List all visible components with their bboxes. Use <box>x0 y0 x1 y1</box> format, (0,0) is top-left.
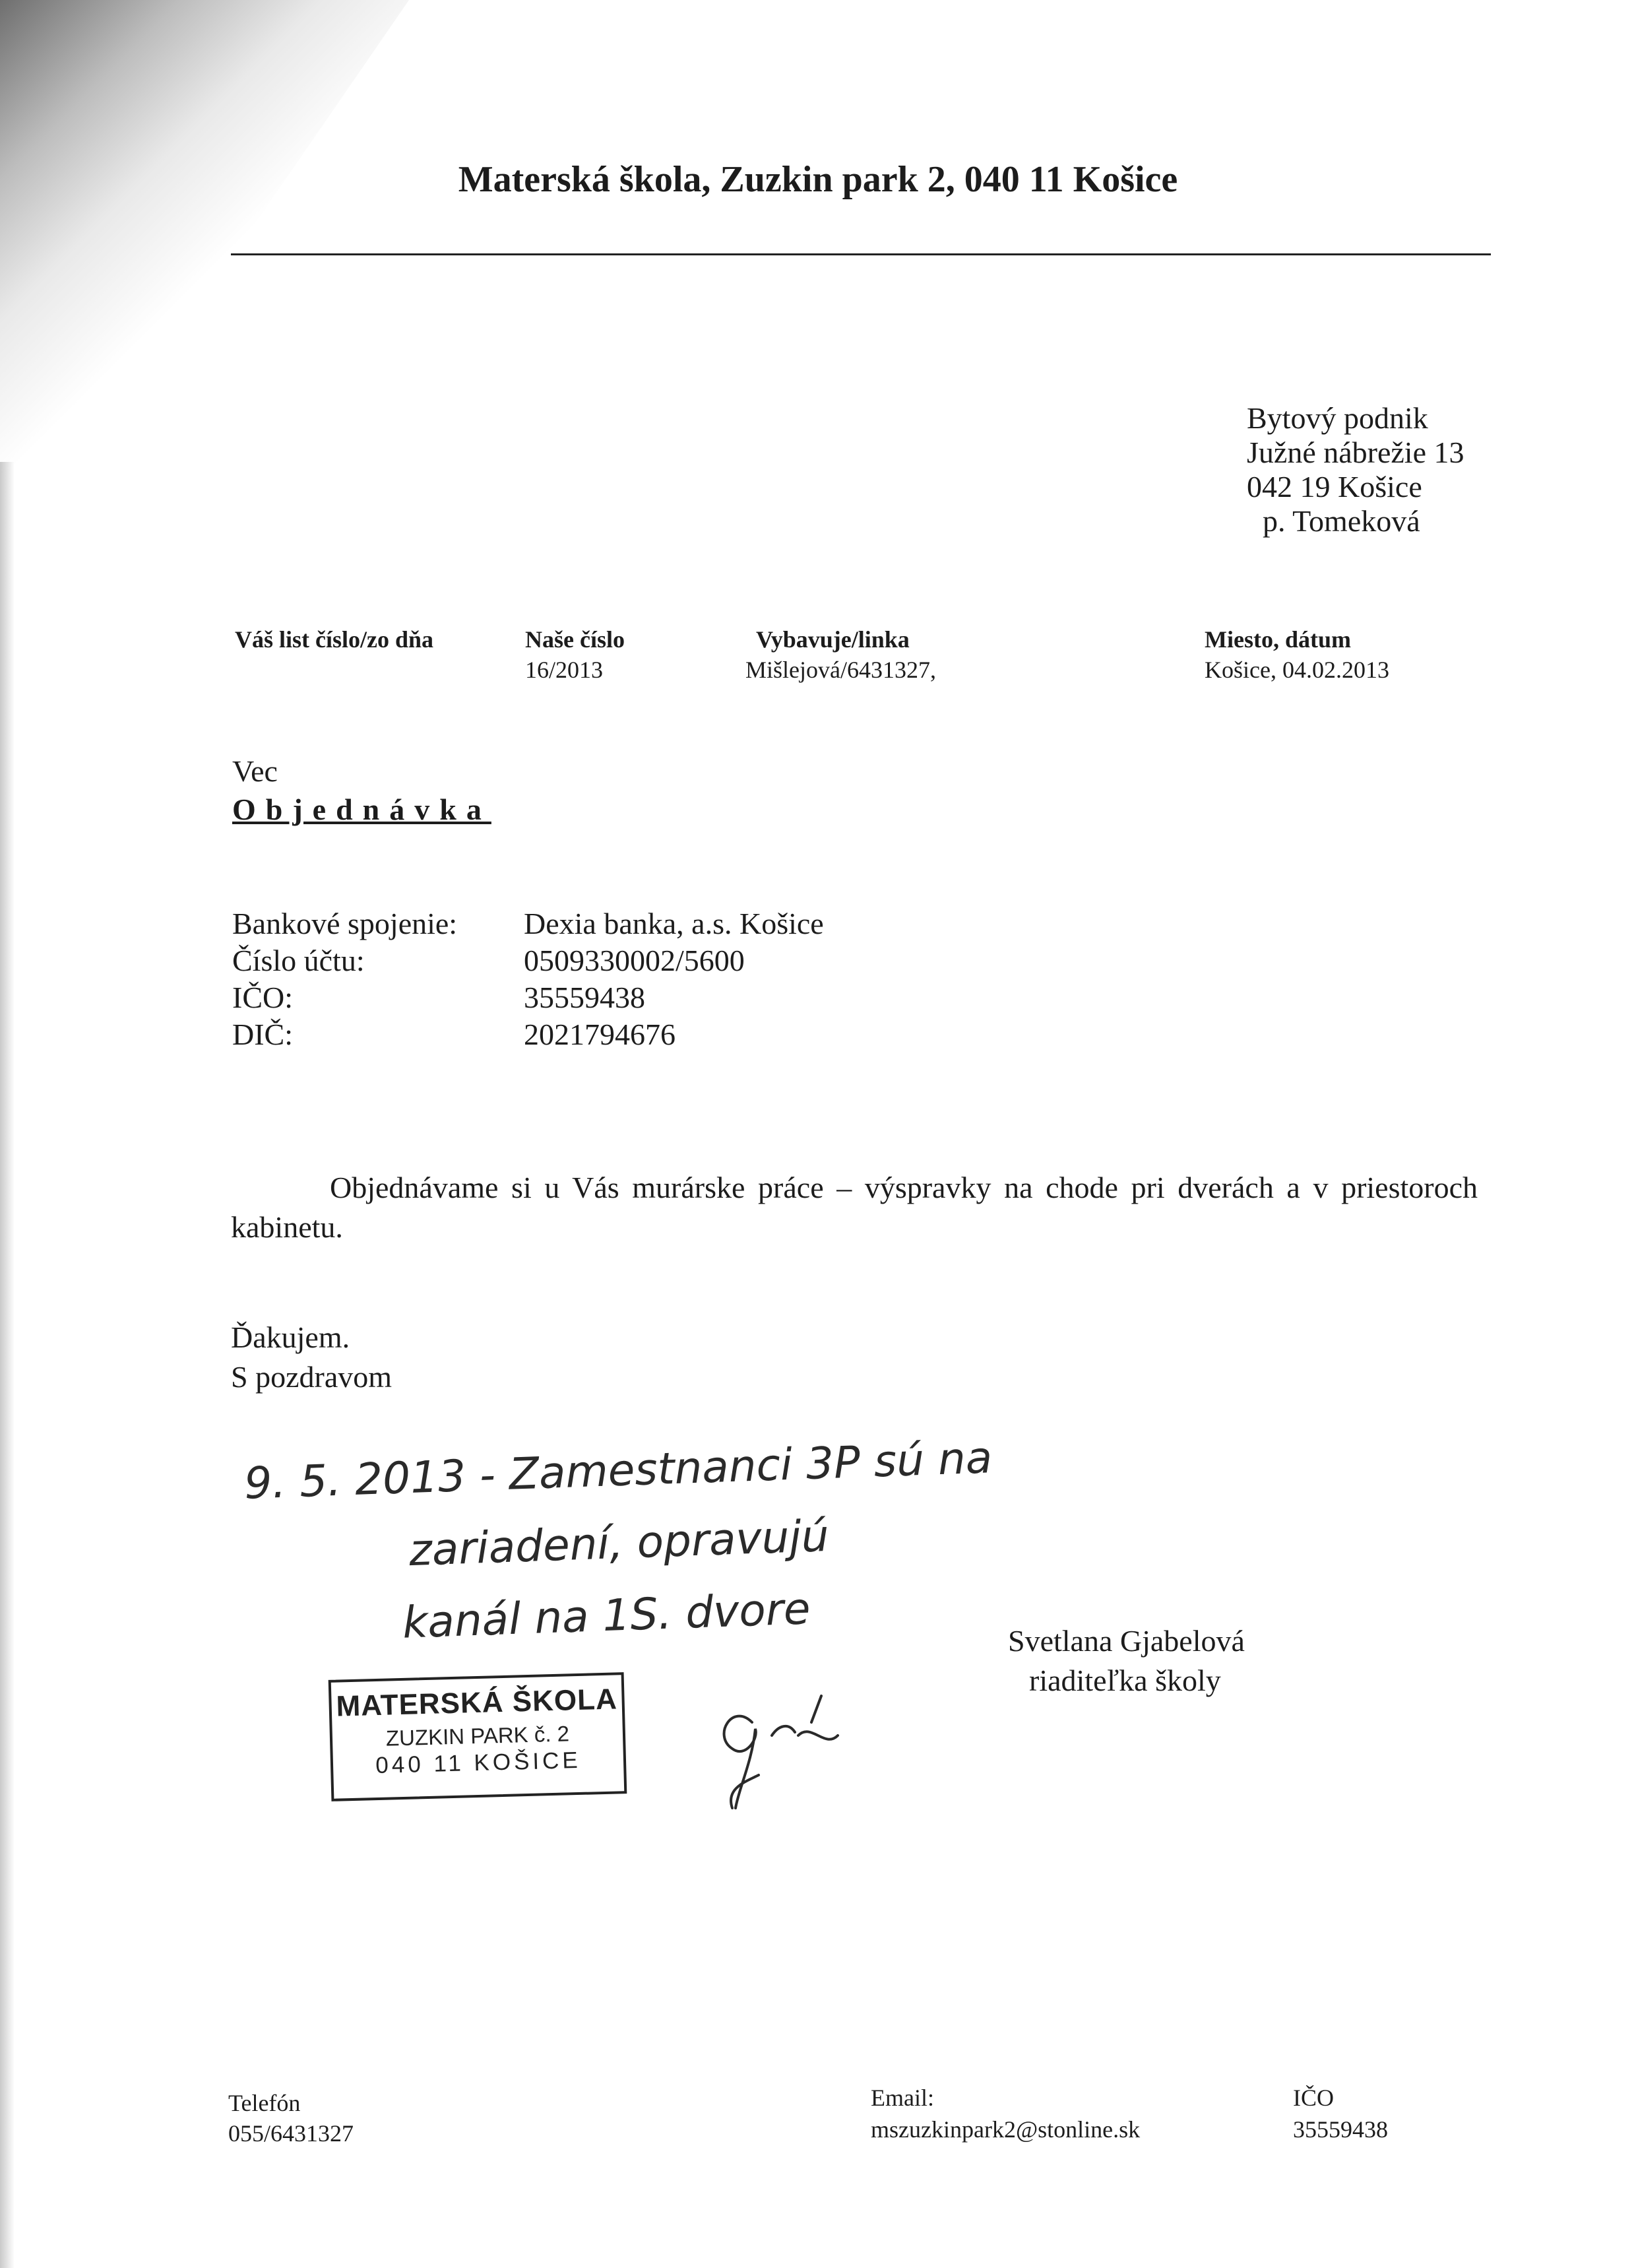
signatory-title: riaditeľka školy <box>1029 1664 1221 1697</box>
recipient-line-4: p. Tomeková <box>1263 504 1420 538</box>
your-letter-label: Váš list číslo/zo dňa <box>235 626 434 653</box>
recipient-address <box>1247 401 1464 538</box>
bank-labels <box>232 905 457 1053</box>
stamp-line-1: MATERSKÁ ŠKOLA <box>335 1683 618 1723</box>
letterhead-title: Materská škola, Zuzkin park 2, 040 11 Košice <box>458 159 1178 200</box>
dic-value: 2021794676 <box>524 1018 676 1051</box>
ico-label: IČO: <box>232 981 293 1014</box>
handwritten-note-line-3: kanál na 1S. dvore <box>401 1583 811 1648</box>
footer-phone-label: Telefón <box>228 2090 301 2116</box>
scan-edge-shadow <box>0 462 15 2268</box>
our-number-label: Naše číslo <box>525 626 625 653</box>
signatory-name: Svetlana Gjabelová <box>1008 1624 1245 1658</box>
letterhead-divider <box>231 253 1491 255</box>
handled-by-value: Mišlejová/6431327, <box>745 657 936 683</box>
footer-email-value: mszuzkinpark2@stonline.sk <box>871 2116 1141 2143</box>
bank-value: Dexia banka, a.s. Košice <box>524 907 824 940</box>
ico-value: 35559438 <box>524 981 645 1014</box>
footer-email-label: Email: <box>871 2085 934 2111</box>
handwritten-note-line-1: 9. 5. 2013 - Zamestnanci 3P sú na <box>243 1432 993 1509</box>
school-stamp <box>329 1672 627 1801</box>
stamp-line-2: ZUZKIN PARK č. 2 <box>385 1721 570 1751</box>
handled-by-label: Vybavuje/linka <box>756 626 910 653</box>
page-curl-shadow <box>0 0 409 594</box>
footer-phone-value: 055/6431327 <box>228 2120 354 2147</box>
place-date-label: Miesto, dátum <box>1205 626 1351 653</box>
bank-values <box>524 905 824 1053</box>
recipient-line-2: Južné nábrežie 13 <box>1247 436 1464 469</box>
subject-title: Objednávka <box>232 793 491 826</box>
recipient-line-1: Bytový podnik <box>1247 401 1428 435</box>
order-paragraph: Objednávame si u Vás murárske práce – výspravky na chode pri dverách a v priestoroch kabinetu. <box>231 1171 1478 1244</box>
our-number-value: 16/2013 <box>525 657 604 683</box>
footer-ico-label: IČO <box>1293 2085 1334 2111</box>
handwritten-signature <box>706 1676 858 1828</box>
dic-label: DIČ: <box>232 1018 293 1051</box>
account-value: 0509330002/5600 <box>524 944 745 977</box>
recipient-line-3: 042 19 Košice <box>1247 470 1422 503</box>
footer-ico-value: 35559438 <box>1293 2116 1388 2143</box>
bank-label: Bankové spojenie: <box>232 907 458 940</box>
place-date-value: Košice, 04.02.2013 <box>1205 657 1389 683</box>
stamp-line-3: 040 11 KOŠICE <box>375 1747 582 1779</box>
greeting-text: S pozdravom <box>231 1360 393 1394</box>
subject-label: Vec <box>232 754 278 788</box>
handwritten-note-line-2: zariadení, opravujú <box>408 1510 830 1576</box>
thanks-text: Ďakujem. <box>231 1320 350 1354</box>
account-label: Číslo účtu: <box>232 944 365 977</box>
